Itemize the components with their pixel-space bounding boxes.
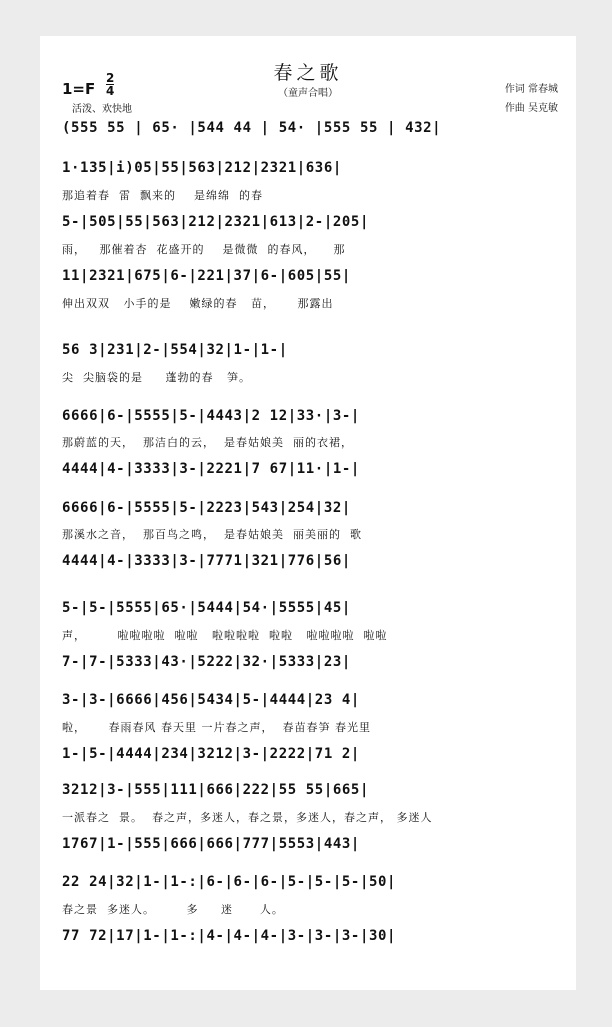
score-line: 22 24|32|1-|1-:|6-|6-|6-|5-|5-|5-|50| (62, 874, 397, 890)
score-line: 3-|3-|6666|456|5434|5-|4444|23 4| (62, 692, 360, 708)
score-line: 1767|1-|555|666|666|777|5553|443| (62, 836, 360, 852)
lyric-line: 雨， 那催着杏 花盛开的 是微微 的春风， 那 (62, 243, 346, 256)
time-signature (106, 72, 114, 97)
score-line: 56 3|231|2-|554|32|1-|1-| (62, 342, 288, 358)
credits (505, 80, 558, 118)
meter-top: 2 (106, 71, 115, 85)
composer-credit: 作曲 吴克敏 (504, 103, 558, 114)
score-line: 4444|4-|3333|3-|2221|7 67|11·|1-| (62, 461, 360, 477)
tempo-marking: 活泼、欢快地 (72, 104, 132, 115)
score-sheet (40, 36, 576, 990)
lyricist-credit: 作词 常春城 (504, 84, 558, 95)
lyric-line: 啦， 春雨春风 春天里 一片春之声， 春苗春笋 春光里 (62, 721, 371, 734)
score-line: 5-|505|55|563|212|2321|613|2-|205| (62, 214, 369, 230)
score-line: 6666|6-|5555|5-|2223|543|254|32| (62, 500, 351, 516)
score-line: 6666|6-|5555|5-|4443|2 12|33·|3-| (62, 408, 360, 424)
score-line: (555 55 | 65· |544 44 | 54· |555 55 | 432| (62, 120, 442, 136)
lyric-line: 那追着春 雷 飘来的 是绵绵 的春 (62, 189, 263, 202)
lyric-line: 一派春之 景。 春之声，多迷人，春之景，多迷人，春之声， 多迷人 (62, 811, 433, 824)
lyric-line: 那蔚蓝的天， 那洁白的云， 是春姑娘美 丽的衣裙， (62, 436, 353, 449)
meter-bottom: 4 (106, 84, 115, 98)
lyric-line: 伸出双双 小手的是 嫩绿的春 苗， 那露出 (62, 297, 334, 310)
score-line: 7-|7-|5333|43·|5222|32·|5333|23| (62, 654, 351, 670)
score-line: 3212|3-|555|111|666|222|55 55|665| (62, 782, 369, 798)
score-line: 1-|5-|4444|234|3212|3-|2222|71 2| (62, 746, 360, 762)
score-line: 77 72|17|1-|1-:|4-|4-|4-|3-|3-|3-|30| (62, 928, 397, 944)
song-title: 春之歌 (273, 62, 343, 84)
lyric-line: 尖 尖脑袋的是 蓬勃的春 笋。 (62, 371, 251, 384)
lyric-line: 那溪水之音， 那百鸟之鸣， 是春姑娘美 丽美丽的 歌 (62, 528, 362, 541)
score-line: 4444|4-|3333|3-|7771|321|776|56| (62, 553, 351, 569)
key-signature: 1=F (62, 80, 96, 98)
lyric-line: 声， 啦啦啦啦 啦啦 啦啦啦啦 啦啦 啦啦啦啦 啦啦 (62, 629, 388, 642)
score-line: 5-|5-|5555|65·|5444|54·|5555|45| (62, 600, 351, 616)
lyric-line: 春之景 多迷人。 多 迷 人。 (62, 903, 284, 916)
score-line: 11|2321|675|6-|221|37|6-|605|55| (62, 268, 351, 284)
song-subtitle: （童声合唱） (278, 88, 338, 99)
score-line: 1·135|i)05|55|563|212|2321|636| (62, 160, 342, 176)
